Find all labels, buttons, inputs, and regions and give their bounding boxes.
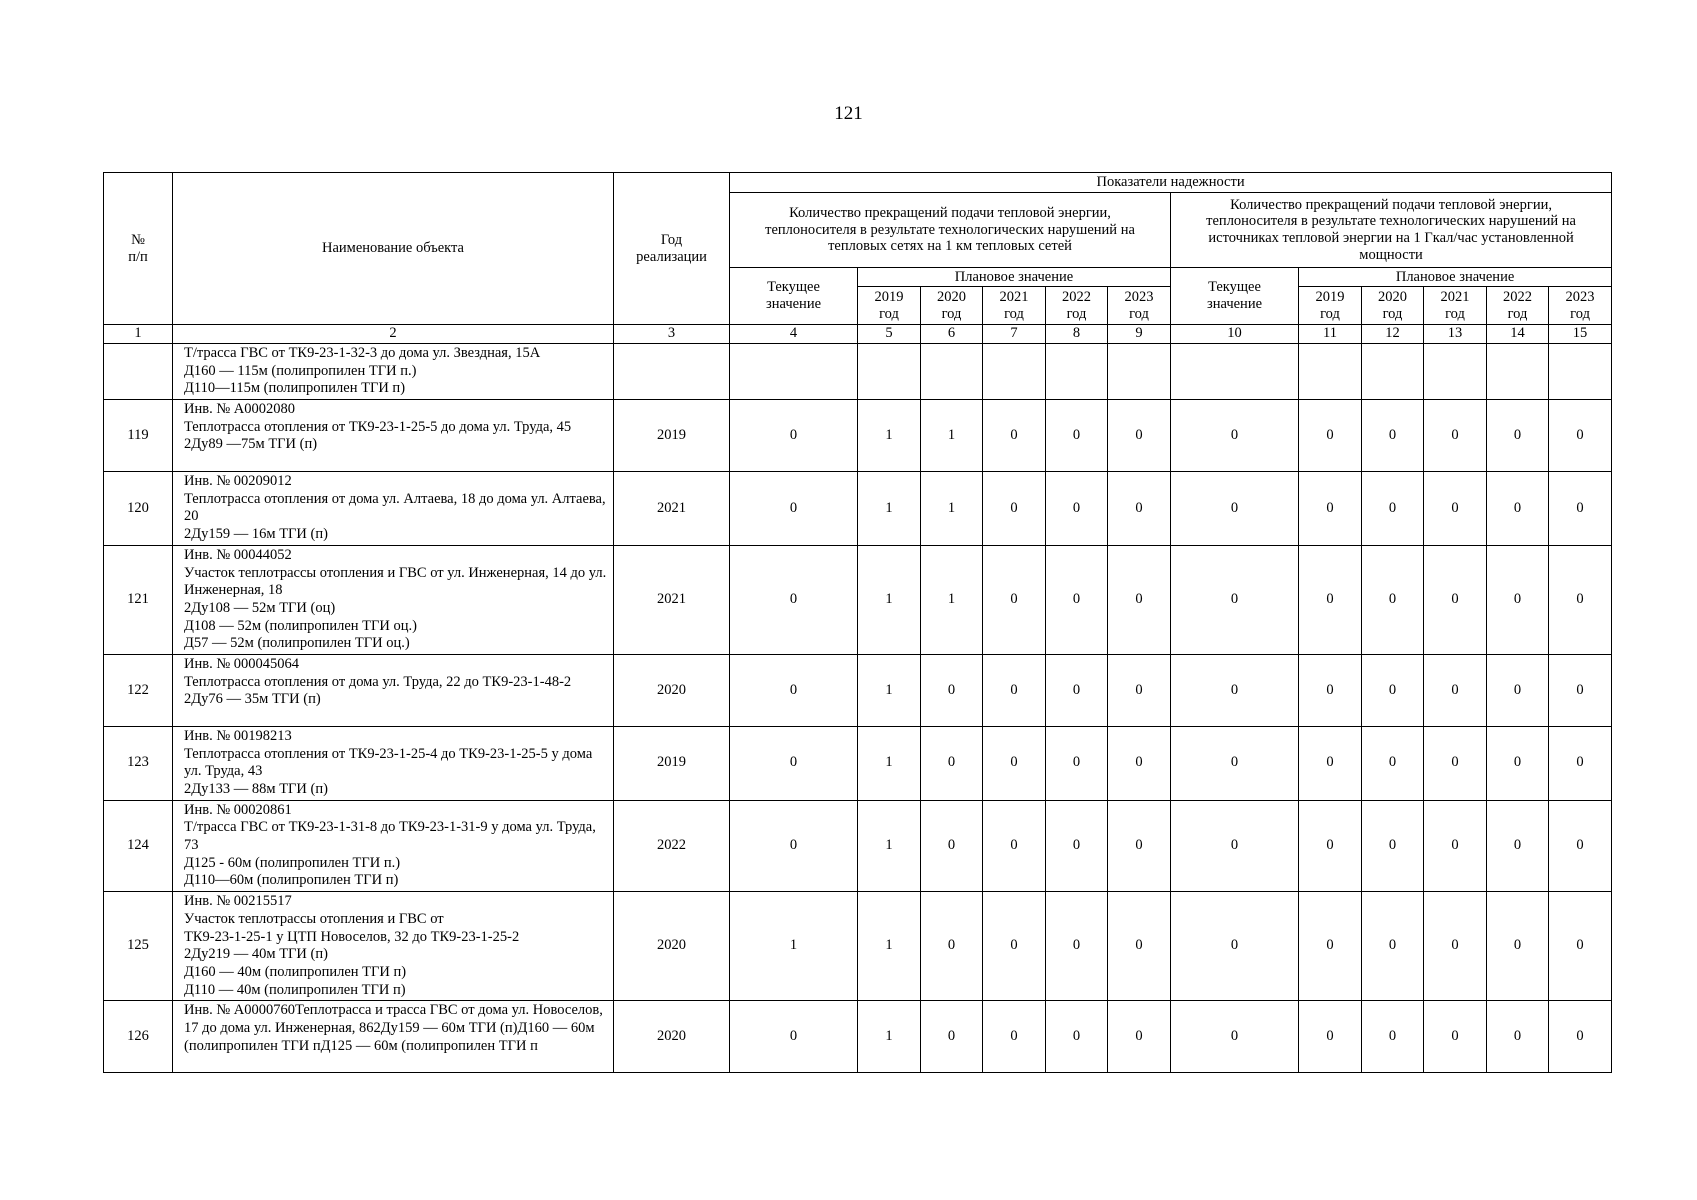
object-name xyxy=(173,400,614,472)
object-line: Инв. № 000045064 xyxy=(184,655,300,672)
value-cell: 0 xyxy=(1424,892,1487,1001)
value-cell xyxy=(1108,344,1171,400)
value-cell: 0 xyxy=(1299,400,1362,472)
header-year-b-3: 2022 год xyxy=(1487,287,1549,325)
value-cell: 0 xyxy=(1362,726,1424,800)
object-line: 2Ду89 —75м ТГИ (п) xyxy=(184,436,318,453)
implementation-year: 2022 xyxy=(614,800,730,891)
object-line: Участок теплотрассы отопления и ГВС от ул. Инженерная, 14 до ул. Инженерная, 18 xyxy=(184,564,607,599)
object-name xyxy=(173,545,614,654)
object-name xyxy=(173,344,614,400)
value-cell: 0 xyxy=(1171,726,1299,800)
value-cell: 1 xyxy=(921,545,983,654)
value-cell: 0 xyxy=(983,545,1046,654)
value-cell: 0 xyxy=(921,726,983,800)
value-cell: 0 xyxy=(983,472,1046,546)
value-cell: 0 xyxy=(921,800,983,891)
row-number: 120 xyxy=(104,472,173,546)
value-cell xyxy=(1549,344,1612,400)
value-cell xyxy=(983,344,1046,400)
implementation-year: 2020 xyxy=(614,892,730,1001)
value-cell: 1 xyxy=(858,800,921,891)
value-cell: 0 xyxy=(1108,1001,1171,1073)
row-number: 125 xyxy=(104,892,173,1001)
object-line: Теплотрасса отопления от дома ул. Алтаева, 18 до дома ул. Алтаева, 20 xyxy=(184,490,606,525)
value-cell: 0 xyxy=(730,400,858,472)
object-line: Д110 — 40м (полипропилен ТГИ п) xyxy=(184,981,406,998)
header-year-b-1: 2020 год xyxy=(1362,287,1424,325)
value-cell: 1 xyxy=(858,654,921,726)
value-cell: 0 xyxy=(1424,654,1487,726)
implementation-year: 2019 xyxy=(614,726,730,800)
value-cell: 0 xyxy=(1424,726,1487,800)
value-cell: 0 xyxy=(1362,654,1424,726)
table-row xyxy=(104,800,1612,891)
value-cell: 0 xyxy=(1171,892,1299,1001)
object-line: Д110—60м (полипропилен ТГИ п) xyxy=(184,872,399,889)
value-cell: 0 xyxy=(983,800,1046,891)
column-number: 15 xyxy=(1549,325,1612,344)
column-number: 11 xyxy=(1299,325,1362,344)
object-line: Т/трасса ГВС от ТК9-23-1-31-8 до ТК9-23-1-31-9 у дома ул. Труда, 73 xyxy=(184,819,596,854)
value-cell: 0 xyxy=(1299,726,1362,800)
value-cell: 0 xyxy=(1299,545,1362,654)
value-cell: 0 xyxy=(1299,892,1362,1001)
value-cell: 0 xyxy=(1046,800,1108,891)
object-line: Инв. № 00209012 xyxy=(184,473,292,490)
column-number: 10 xyxy=(1171,325,1299,344)
object-line: ТК9-23-1-25-1 у ЦТП Новоселов, 32 до ТК9-23-1-25-2 xyxy=(184,928,520,945)
object-line: 2Ду108 — 52м ТГИ (оц) xyxy=(184,599,336,616)
value-cell: 1 xyxy=(921,400,983,472)
value-cell: 0 xyxy=(1171,545,1299,654)
value-cell: 0 xyxy=(983,892,1046,1001)
object-line: 2Ду133 — 88м ТГИ (п) xyxy=(184,781,328,797)
implementation-year xyxy=(614,344,730,400)
value-cell: 0 xyxy=(1171,400,1299,472)
header-year: Год реализации xyxy=(614,173,730,325)
value-cell xyxy=(921,344,983,400)
row-number: 126 xyxy=(104,1001,173,1073)
value-cell: 0 xyxy=(1171,1001,1299,1073)
table-row xyxy=(104,472,1612,546)
header-num: № п/п xyxy=(104,173,173,325)
value-cell: 0 xyxy=(1108,654,1171,726)
value-cell: 0 xyxy=(1487,654,1549,726)
table-row xyxy=(104,344,1612,400)
value-cell: 0 xyxy=(983,654,1046,726)
object-line: Теплотрасса отопления от ТК9-23-1-25-5 до дома ул. Труда, 45 xyxy=(184,418,572,435)
value-cell: 0 xyxy=(730,1001,858,1073)
column-number: 9 xyxy=(1108,325,1171,344)
table-row xyxy=(104,654,1612,726)
value-cell: 0 xyxy=(1299,800,1362,891)
object-name xyxy=(173,726,614,800)
object-line: Инв. № 00020861 xyxy=(184,801,292,818)
value-cell: 1 xyxy=(858,472,921,546)
implementation-year: 2021 xyxy=(614,545,730,654)
object-line: Инв. № А0000760Теплотрасса и трасса ГВС от дома ул. Новоселов, 17 до дома ул. Инженерная, 862Ду159 — 60м ТГИ (п)Д160 — 60м (полипропилен ТГИ пД125 — 60м (полипропилен ТГИ п xyxy=(184,1002,603,1054)
value-cell: 0 xyxy=(1549,472,1612,546)
value-cell: 0 xyxy=(1299,654,1362,726)
value-cell: 0 xyxy=(1108,726,1171,800)
value-cell: 1 xyxy=(858,400,921,472)
column-number: 5 xyxy=(858,325,921,344)
value-cell: 0 xyxy=(1108,892,1171,1001)
value-cell: 1 xyxy=(858,892,921,1001)
value-cell: 0 xyxy=(1108,400,1171,472)
column-number: 2 xyxy=(173,325,614,344)
value-cell: 0 xyxy=(1549,1001,1612,1073)
value-cell: 1 xyxy=(921,472,983,546)
value-cell: 0 xyxy=(1171,472,1299,546)
object-line: Инв. № 00044052 xyxy=(184,546,292,563)
object-line: 2Ду219 — 40м ТГИ (п) xyxy=(184,946,328,963)
column-number: 8 xyxy=(1046,325,1108,344)
page-number: 121 xyxy=(834,103,863,124)
value-cell xyxy=(1487,344,1549,400)
reliability-table xyxy=(103,172,1612,1073)
implementation-year: 2019 xyxy=(614,400,730,472)
value-cell xyxy=(1171,344,1299,400)
value-cell: 0 xyxy=(730,654,858,726)
implementation-year: 2020 xyxy=(614,654,730,726)
row-number: 123 xyxy=(104,726,173,800)
value-cell: 0 xyxy=(1549,726,1612,800)
value-cell: 0 xyxy=(1362,472,1424,546)
column-number: 6 xyxy=(921,325,983,344)
value-cell: 0 xyxy=(1046,892,1108,1001)
value-cell: 0 xyxy=(1362,1001,1424,1073)
table-row xyxy=(104,1001,1612,1073)
value-cell xyxy=(1424,344,1487,400)
value-cell: 0 xyxy=(1424,545,1487,654)
value-cell: 1 xyxy=(858,545,921,654)
value-cell: 0 xyxy=(1299,472,1362,546)
value-cell: 0 xyxy=(1046,654,1108,726)
value-cell: 0 xyxy=(1549,400,1612,472)
header-year-a-2: 2021 год xyxy=(983,287,1046,325)
object-line: Д110—115м (полипропилен ТГИ п) xyxy=(184,380,406,397)
header-year-a-4: 2023 год xyxy=(1108,287,1171,325)
header-year-a-3: 2022 год xyxy=(1046,287,1108,325)
value-cell: 0 xyxy=(1424,800,1487,891)
object-line: 2Ду76 — 35м ТГИ (п) xyxy=(184,691,321,708)
row-number xyxy=(104,344,173,400)
column-number: 7 xyxy=(983,325,1046,344)
header-planned-a: Плановое значение xyxy=(858,268,1171,287)
header-current-b: Текущее значение xyxy=(1171,268,1299,325)
object-name xyxy=(173,800,614,891)
value-cell: 1 xyxy=(858,1001,921,1073)
value-cell: 0 xyxy=(1487,726,1549,800)
value-cell: 0 xyxy=(730,726,858,800)
object-name xyxy=(173,892,614,1001)
object-line: Д57 — 52м (полипропилен ТГИ оц.) xyxy=(184,635,410,652)
implementation-year: 2020 xyxy=(614,1001,730,1073)
value-cell: 0 xyxy=(1487,545,1549,654)
header-reliability: Показатели надежности xyxy=(730,173,1612,193)
value-cell: 0 xyxy=(1549,892,1612,1001)
value-cell: 1 xyxy=(858,726,921,800)
header-year-b-4: 2023 год xyxy=(1549,287,1612,325)
header-year-a-1: 2020 год xyxy=(921,287,983,325)
object-line: Инв. № 00215517 xyxy=(184,893,292,910)
value-cell: 0 xyxy=(983,1001,1046,1073)
value-cell: 0 xyxy=(1487,400,1549,472)
value-cell: 0 xyxy=(730,800,858,891)
value-cell: 0 xyxy=(1108,472,1171,546)
header-year-b-2: 2021 год xyxy=(1424,287,1487,325)
object-line: Участок теплотрассы отопления и ГВС от xyxy=(184,910,444,927)
object-name xyxy=(173,472,614,546)
table-row xyxy=(104,545,1612,654)
value-cell: 0 xyxy=(1108,800,1171,891)
value-cell: 0 xyxy=(1171,654,1299,726)
value-cell: 0 xyxy=(921,654,983,726)
value-cell: 0 xyxy=(1299,1001,1362,1073)
value-cell: 0 xyxy=(921,892,983,1001)
object-line: Инв. № А0002080 xyxy=(184,401,296,418)
row-number: 124 xyxy=(104,800,173,891)
value-cell xyxy=(858,344,921,400)
value-cell: 0 xyxy=(921,1001,983,1073)
value-cell xyxy=(1362,344,1424,400)
value-cell xyxy=(730,344,858,400)
value-cell: 0 xyxy=(1549,800,1612,891)
value-cell: 0 xyxy=(1487,800,1549,891)
value-cell: 0 xyxy=(1171,800,1299,891)
object-line: Теплотрасса отопления от ТК9-23-1-25-4 до ТК9-23-1-25-5 у дома ул. Труда, 43 xyxy=(184,745,593,780)
column-number: 3 xyxy=(614,325,730,344)
table-row xyxy=(104,400,1612,472)
table-row xyxy=(104,726,1612,800)
column-number: 1 xyxy=(104,325,173,344)
object-line: Д108 — 52м (полипропилен ТГИ оц.) xyxy=(184,617,417,634)
value-cell xyxy=(1299,344,1362,400)
header-planned-b: Плановое значение xyxy=(1299,268,1612,287)
row-number: 119 xyxy=(104,400,173,472)
header-year-a-0: 2019 год xyxy=(858,287,921,325)
column-number: 12 xyxy=(1362,325,1424,344)
column-number: 14 xyxy=(1487,325,1549,344)
row-number: 121 xyxy=(104,545,173,654)
value-cell: 0 xyxy=(1046,1001,1108,1073)
value-cell: 0 xyxy=(730,545,858,654)
column-number: 4 xyxy=(730,325,858,344)
object-line: Инв. № 00198213 xyxy=(184,727,292,744)
object-name xyxy=(173,654,614,726)
object-line: Т/трасса ГВС от ТК9-23-1-32-3 до дома ул. Звездная, 15А xyxy=(184,345,541,361)
value-cell: 0 xyxy=(1108,545,1171,654)
value-cell: 0 xyxy=(1424,400,1487,472)
value-cell: 0 xyxy=(1487,472,1549,546)
header-current-a: Текущее значение xyxy=(730,268,858,325)
object-name xyxy=(173,1001,614,1073)
value-cell: 0 xyxy=(1362,400,1424,472)
value-cell: 0 xyxy=(1362,892,1424,1001)
value-cell: 1 xyxy=(730,892,858,1001)
header-year-b-0: 2019 год xyxy=(1299,287,1362,325)
header-group-sources: Количество прекращений подачи тепловой энергии, теплоносителя в результате технологических нарушений на источниках тепловой энергии на 1 Гкал/час установленной мощности xyxy=(1171,193,1612,268)
header-group-networks: Количество прекращений подачи тепловой энергии, теплоносителя в результате технологических нарушений на тепловых сетях на 1 км тепловых сетей xyxy=(730,193,1171,268)
value-cell: 0 xyxy=(1424,1001,1487,1073)
value-cell: 0 xyxy=(1549,654,1612,726)
value-cell xyxy=(1046,344,1108,400)
header-object-name: Наименование объекта xyxy=(173,173,614,325)
value-cell: 0 xyxy=(983,400,1046,472)
object-line: Д160 — 40м (полипропилен ТГИ п) xyxy=(184,963,407,980)
row-number: 122 xyxy=(104,654,173,726)
value-cell: 0 xyxy=(1046,726,1108,800)
value-cell: 0 xyxy=(1362,800,1424,891)
value-cell: 0 xyxy=(1487,892,1549,1001)
column-number: 13 xyxy=(1424,325,1487,344)
value-cell: 0 xyxy=(1046,545,1108,654)
object-line: 2Ду159 — 16м ТГИ (п) xyxy=(184,526,328,543)
table-row xyxy=(104,892,1612,1001)
value-cell: 0 xyxy=(983,726,1046,800)
value-cell: 0 xyxy=(1046,400,1108,472)
object-line: Д125 - 60м (полипропилен ТГИ п.) xyxy=(184,854,401,871)
value-cell: 0 xyxy=(1487,1001,1549,1073)
value-cell: 0 xyxy=(1424,472,1487,546)
implementation-year: 2021 xyxy=(614,472,730,546)
object-line: Д160 — 115м (полипропилен ТГИ п.) xyxy=(184,362,417,379)
object-line: Теплотрасса отопления от дома ул. Труда, 22 до ТК9-23-1-48-2 xyxy=(184,673,572,690)
value-cell: 0 xyxy=(1549,545,1612,654)
value-cell: 0 xyxy=(1046,472,1108,546)
value-cell: 0 xyxy=(1362,545,1424,654)
value-cell: 0 xyxy=(730,472,858,546)
